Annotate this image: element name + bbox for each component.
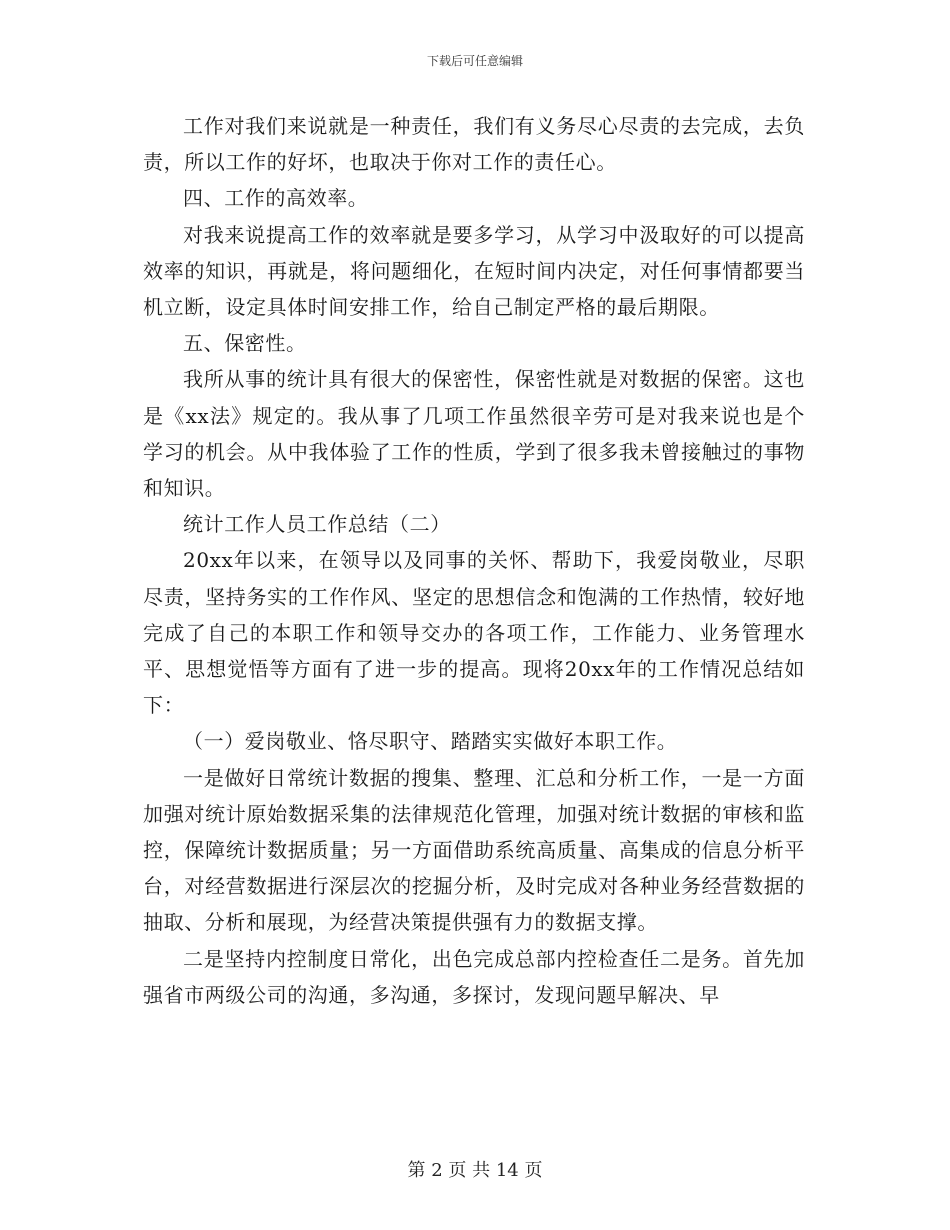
heading-confidentiality: 五、保密性。 (183, 331, 307, 356)
paragraph-point-one: 一是做好日常统计数据的搜集、整理、汇总和分析工作，一是一方面加强对统计原始数据采集的法律规范化管理，加强对统计数据的审核和监控，保障统计数据质量；另一方面借助系统高质量、高集成的信息分析平台，对经营数据进行深层次的挖掘分析，及时完成对各种业务经营数据的抽取、分析和展现，为经营决策提供强有力的数据支撑。 (143, 765, 805, 935)
paragraph-point-two: 二是坚持内控制度日常化，出色完成总部内控检查任二是务。首先加强省市两级公司的沟通，多沟通，多探讨，发现问题早解决、早 (143, 946, 805, 1007)
section-title-summary-two: 统计工作人员工作总结（二） (183, 512, 451, 537)
page-header: 下载后可任意编辑 (426, 54, 523, 68)
page-footer: 第 2 页 共 14 页 (407, 1160, 543, 1181)
heading-part-one: （一）爱岗敬业、恪尽职守、踏踏实实做好本职工作。 (183, 729, 678, 754)
paragraph-efficiency: 对我来说提高工作的效率就是要多学习，从学习中汲取好的可以提高效率的知识，再就是，将问题细化，在短时间内决定，对任何事情都要当机立断，设定具体时间安排工作，给自己制定严格的最后期限。 (143, 222, 805, 320)
document-body (143, 108, 805, 1013)
heading-efficiency: 四、工作的高效率。 (183, 186, 369, 211)
paragraph-responsibility: 工作对我们来说就是一种责任，我们有义务尽心尽责的去完成，去负责，所以工作的好坏，也取决于你对工作的责任心。 (143, 114, 805, 175)
paragraph-confidentiality: 我所从事的统计具有很大的保密性，保密性就是对数据的保密。这也是《xx法》规定的。我从事了几项工作虽然很辛劳可是对我来说也是个学习的机会。从中我体验了工作的性质，学到了很多我未曾接触过的事物和知识。 (143, 367, 805, 501)
paragraph-intro: 20xx年以来，在领导以及同事的关怀、帮助下，我爱岗敬业，尽职尽责，坚持务实的工作作风、坚定的思想信念和饱满的工作热情，较好地完成了自己的本职工作和领导交办的各项工作，工作能力、业务管理水平、思想觉悟等方面有了进一步的提高。现将20xx年的工作情况总结如下： (143, 548, 805, 718)
